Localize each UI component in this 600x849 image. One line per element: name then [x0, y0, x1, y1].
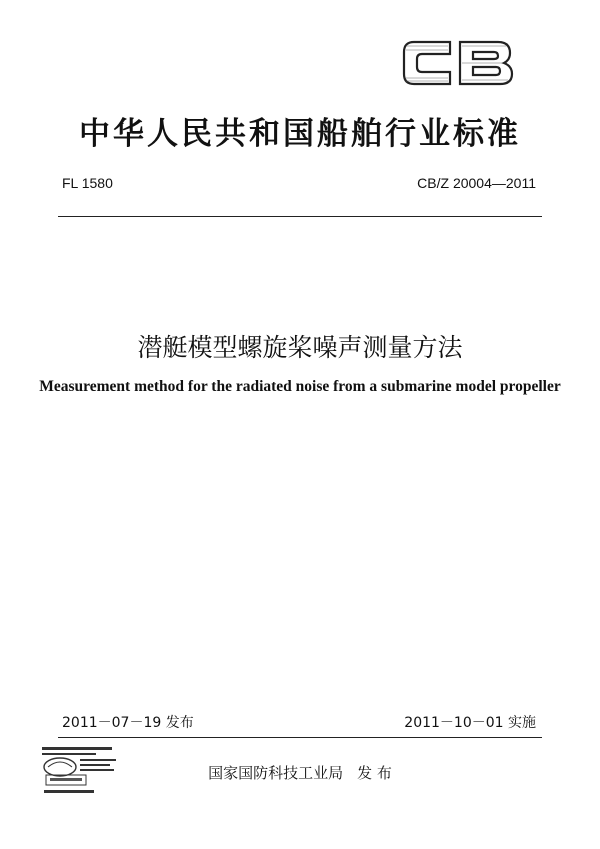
standard-series-title: 中华人民共和国船舶行业标准 [79, 116, 521, 152]
document-title-english: Measurement method for the radiated noise from a submarine model propeller [39, 378, 561, 395]
header-divider [58, 216, 542, 217]
implementation-date: 2011－10－01 实施 [404, 715, 536, 731]
cb-logo [398, 32, 518, 94]
standard-number: CB/Z 20004—2011 [417, 175, 536, 191]
issue-date: 2011－07－19 发布 [62, 715, 194, 731]
footer-divider [58, 737, 542, 738]
publish-label: 发 布 [357, 764, 392, 782]
publisher-name: 国家国防科技工业局 [208, 764, 344, 782]
publisher-line [0, 762, 600, 783]
document-title-chinese: 潜艇模型螺旋桨噪声测量方法 [137, 333, 463, 362]
classification-code: FL 1580 [62, 175, 113, 191]
